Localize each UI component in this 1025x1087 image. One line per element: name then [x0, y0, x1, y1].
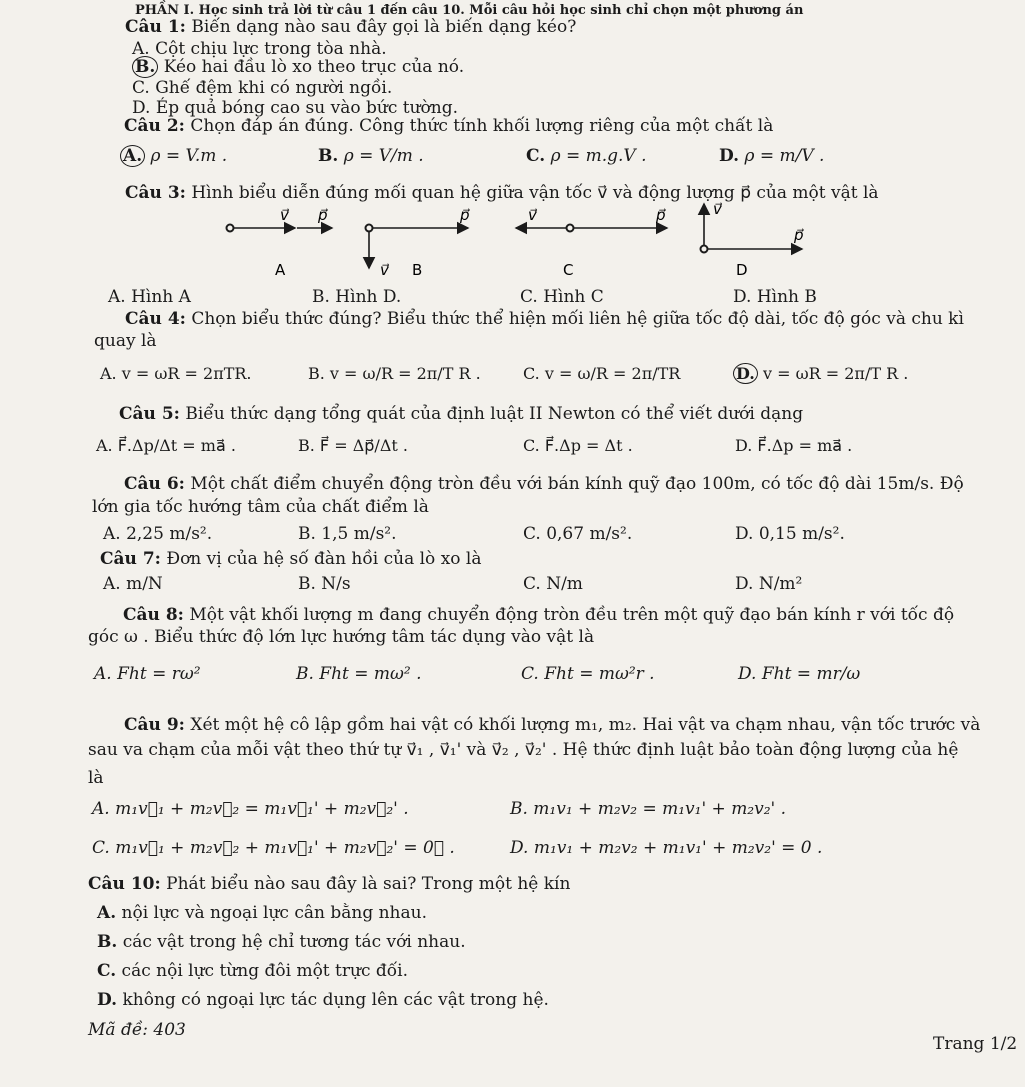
q5-option-a: A. F⃗.Δp/Δt = ma⃗ .: [96, 436, 236, 455]
question-8-stem-cont: góc ω . Biểu thức độ lớn lực hướng tâm tác dụng vào vật là: [88, 627, 595, 647]
figure-a-v-label: v⃗: [280, 206, 289, 224]
q10-option-b: B. các vật trong hệ chỉ tương tác với nhau.: [97, 932, 466, 952]
q3-option-d: D. Hình B: [733, 287, 817, 307]
figure-b-caption: B: [412, 261, 423, 279]
figure-a-point: [227, 225, 234, 232]
figure-d-p-label: p⃗: [794, 226, 804, 244]
q4-option-a: A. v = ωR = 2πTR.: [100, 364, 252, 383]
q6-option-a: A. 2,25 m/s².: [103, 524, 213, 544]
q7-option-c: C. N/m: [523, 574, 583, 594]
q5-option-b: B. F⃗ = Δp⃗/Δt .: [298, 436, 408, 455]
figure-c-p-label: p⃗: [656, 206, 666, 224]
q10-option-a: A. nội lực và ngoại lực cân bằng nhau.: [97, 903, 427, 923]
q3-option-c: C. Hình C: [520, 287, 604, 307]
q7-option-b: B. N/s: [298, 574, 351, 594]
q4-option-c: C. v = ω/R = 2π/TR: [523, 364, 681, 383]
figure-a: [227, 206, 333, 279]
q3-option-b: B. Hình D.: [312, 287, 402, 307]
figure-d-point: [701, 246, 708, 253]
figure-a-caption: A: [275, 261, 286, 279]
q10-option-d: D. không có ngoại lực tác dụng lên các vật trong hệ.: [97, 990, 549, 1010]
q8-option-d: D. Fht = mr/ω: [738, 664, 861, 684]
question-9-stem-cont-2: là: [88, 768, 104, 788]
q5-option-c: C. F⃗.Δp = Δt .: [523, 436, 633, 455]
q9-option-c: C. m₁v⃗₁ + m₂v⃗₂ + m₁v⃗₁' + m₂v⃗₂' = 0⃗ .: [92, 838, 455, 858]
question-8-stem: Câu 8: Một vật khối lượng m đang chuyển động tròn đều trên một quỹ đạo bán kính r với tốc độ: [123, 605, 955, 625]
q7-option-a: A. m/N: [103, 574, 163, 594]
figure-b-point: [366, 225, 373, 232]
q4-option-d: D. v = ωR = 2π/T R .: [733, 364, 908, 384]
q1-option-b: B. Kéo hai đầu lò xo theo trục của nó.: [132, 57, 464, 77]
question-1-stem: Câu 1: Biến dạng nào sau đây gọi là biến dạng kéo?: [125, 17, 577, 37]
figure-d-v-label: v⃗: [713, 200, 722, 218]
figure-c-caption: C: [563, 261, 574, 279]
question-9-stem-cont: sau va chạm của mỗi vật theo thứ tự v⃗₁ , v⃗₁' và v⃗₂ , v⃗₂' . Hệ thức định luật bảo toàn động lượng của hệ: [88, 740, 959, 760]
figure-b-v-label: v⃗: [380, 261, 389, 279]
question-4-stem-cont: quay là: [94, 331, 157, 351]
figure-c-point: [567, 225, 574, 232]
q2-option-c: C. ρ = m.g.V .: [526, 146, 647, 166]
question-5-stem: Câu 5: Biểu thức dạng tổng quát của định luật II Newton có thể viết dưới dạng: [119, 404, 804, 424]
q4-option-b: B. v = ω/R = 2π/T R .: [308, 364, 481, 383]
q9-option-a: A. m₁v⃗₁ + m₂v⃗₂ = m₁v⃗₁' + m₂v⃗₂' .: [92, 799, 409, 819]
q2-option-b: B. ρ = V/m .: [318, 146, 424, 166]
question-9-stem: Câu 9: Xét một hệ cô lập gồm hai vật có khối lượng m₁, m₂. Hai vật va chạm nhau, vận tốc trước và: [124, 715, 981, 735]
section-header: PHẦN I. Học sinh trả lời từ câu 1 đến câu 10. Mỗi câu hỏi học sinh chỉ chọn một phương án: [135, 3, 804, 18]
q2-option-a: A. ρ = V.m .: [120, 146, 227, 166]
q10-option-c: C. các nội lực từng đôi một trực đối.: [97, 961, 408, 981]
question-6-stem-cont: lớn gia tốc hướng tâm của chất điểm là: [92, 497, 429, 517]
figure-d-caption: D: [736, 261, 748, 279]
question-10-stem: Câu 10: Phát biểu nào sau đây là sai? Trong một hệ kín: [88, 874, 571, 894]
question-6-stem: Câu 6: Một chất điểm chuyển động tròn đều với bán kính quỹ đạo 100m, có tốc độ dài 15m/s. Độ: [124, 474, 964, 494]
question-2-stem: Câu 2: Chọn đáp án đúng. Công thức tính khối lượng riêng của một chất là: [124, 116, 774, 136]
q1-option-c: C. Ghế đệm khi có người ngồi.: [132, 78, 393, 98]
q2-option-d: D. ρ = m/V .: [719, 146, 825, 166]
question-7-stem: Câu 7: Đơn vị của hệ số đàn hồi của lò xo là: [100, 549, 482, 569]
q7-option-d: D. N/m²: [735, 574, 803, 594]
figure-b-p-label: p⃗: [460, 206, 470, 224]
q3-option-a: A. Hình A: [108, 287, 191, 307]
figure-c-v-label: v⃗: [528, 206, 537, 224]
figure-c: [516, 206, 667, 279]
figure-d: [701, 200, 805, 279]
q6-option-c: C. 0,67 m/s².: [523, 524, 633, 544]
q8-option-a: A. Fht = rω²: [94, 664, 201, 684]
q1-option-d: D. Ép quả bóng cao su vào bức tường.: [132, 98, 459, 118]
q9-option-d: D. m₁v₁ + m₂v₂ + m₁v₁' + m₂v₂' = 0 .: [510, 838, 823, 858]
q9-option-b: B. m₁v₁ + m₂v₂ = m₁v₁' + m₂v₂' .: [510, 799, 787, 819]
figure-a-p-label: p⃗: [318, 206, 328, 224]
q6-option-d: D. 0,15 m/s².: [735, 524, 845, 544]
question-4-stem: Câu 4: Chọn biểu thức đúng? Biểu thức thể hiện mối liên hệ giữa tốc độ dài, tốc độ góc và chu kì: [125, 309, 964, 329]
exam-code: Mã đề: 403: [88, 1020, 186, 1040]
q3-figures: [0, 0, 1025, 290]
figure-b: [366, 206, 471, 279]
q8-option-c: C. Fht = mω²r .: [521, 664, 655, 684]
page-number: Trang 1/2: [933, 1034, 1018, 1054]
q1-option-a: A. Cột chịu lực trong tòa nhà.: [132, 39, 387, 59]
q8-option-b: B. Fht = mω² .: [296, 664, 422, 684]
question-3-stem: Câu 3: Hình biểu diễn đúng mối quan hệ giữa vận tốc v⃗ và động lượng p⃗ của một vật là: [125, 183, 879, 203]
q5-option-d: D. F⃗.Δp = ma⃗ .: [735, 436, 853, 455]
q6-option-b: B. 1,5 m/s².: [298, 524, 397, 544]
